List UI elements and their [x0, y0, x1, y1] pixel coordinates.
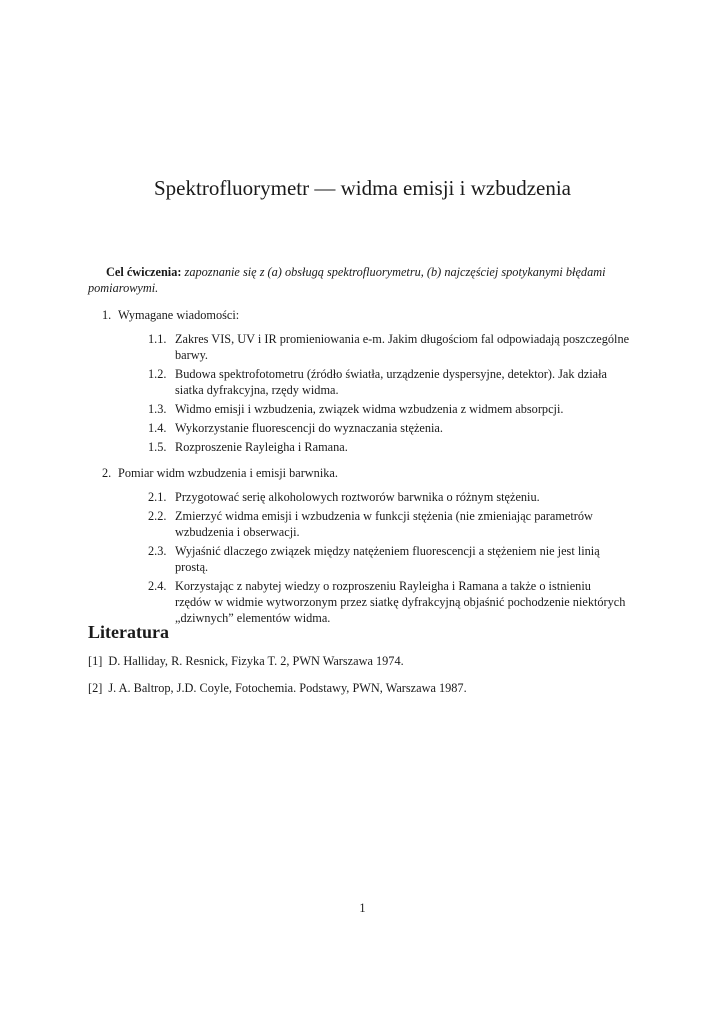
section-text: Wymagane wiadomości: [118, 308, 240, 322]
section-text: Pomiar widm wzbudzenia i emisji barwnika. [118, 466, 338, 480]
subsection-text: Budowa spektrofotometru (źródło światła, urządzenie dyspersyjne, detektor). Jak działa siatka dyfrakcyjna, rzędy widma. [175, 367, 607, 397]
reference-item [88, 680, 630, 696]
reference-text: D. Halliday, R. Resnick, Fizyka T. 2, PWN Warszawa 1974. [108, 654, 404, 668]
subsection-item [118, 401, 630, 417]
subsection-text: Widmo emisji i wzbudzenia, związek widma wzbudzenia z widmem absorpcji. [175, 402, 564, 416]
subsection-item [118, 543, 630, 575]
subsection-list [118, 489, 630, 626]
reference-item [88, 653, 630, 669]
subsection-text: Zmierzyć widma emisji i wzbudzenia w funkcji stężenia (nie zmieniając parametrów wzbudzenia i obserwacji. [175, 509, 593, 539]
reference-number: [2] [88, 681, 103, 695]
subsection-item [118, 366, 630, 398]
subsection-number: 2.3. [148, 544, 167, 558]
subsection-number: 2.2. [148, 509, 167, 523]
document-title: Spektrofluorymetr — widma emisji i wzbudzenia [154, 176, 571, 200]
subsection-item [118, 578, 630, 626]
section-item [88, 307, 630, 455]
subsection-text: Rozproszenie Rayleigha i Ramana. [175, 440, 348, 454]
literature-heading: Literatura [88, 622, 169, 642]
reference-number: [1] [88, 654, 103, 668]
subsection-item [118, 508, 630, 540]
goal-text: zapoznanie się z (a) obsługą spektrofluorymetru, (b) najczęściej spotykanymi błędami pomiarowymi. [88, 265, 606, 295]
subsection-text: Zakres VIS, UV i IR promieniowania e-m. Jakim długościom fal odpowiadają poszczególne barwy. [175, 332, 630, 362]
subsection-item [118, 420, 630, 436]
exercise-goal [88, 264, 630, 296]
reference-list [88, 653, 630, 707]
subsection-number: 2.4. [148, 579, 167, 593]
subsection-item [118, 489, 630, 505]
subsection-number: 1.2. [148, 367, 167, 381]
subsection-item [118, 439, 630, 455]
reference-text: J. A. Baltrop, J.D. Coyle, Fotochemia. Podstawy, PWN, Warszawa 1987. [108, 681, 467, 695]
subsection-number: 1.5. [148, 440, 167, 454]
section-list [88, 307, 630, 636]
section-number: 2. [102, 466, 112, 480]
subsection-text: Wyjaśnić dlaczego związek między natężeniem fluorescencji a stężeniem nie jest linią prostą. [175, 544, 600, 574]
subsection-text: Wykorzystanie fluorescencji do wyznaczania stężenia. [175, 421, 443, 435]
section-number: 1. [102, 308, 112, 322]
subsection-text: Korzystając z nabytej wiedzy o rozproszeniu Rayleigha i Ramana a także o istnieniu rzędów w widmie wytworzonym przez siatkę dyfrakcyjną objaśnić pochodzenie niektórych „dziwnych” elementów widma. [175, 579, 626, 625]
subsection-item [118, 331, 630, 363]
section-item [88, 465, 630, 626]
goal-label: Cel ćwiczenia: [106, 265, 182, 279]
page-number: 1 [359, 901, 366, 915]
subsection-number: 1.4. [148, 421, 167, 435]
subsection-number: 1.1. [148, 332, 167, 346]
subsection-number: 2.1. [148, 490, 167, 504]
subsection-list [118, 331, 630, 455]
subsection-number: 1.3. [148, 402, 167, 416]
subsection-text: Przygotować serię alkoholowych roztworów barwnika o różnym stężeniu. [175, 490, 540, 504]
